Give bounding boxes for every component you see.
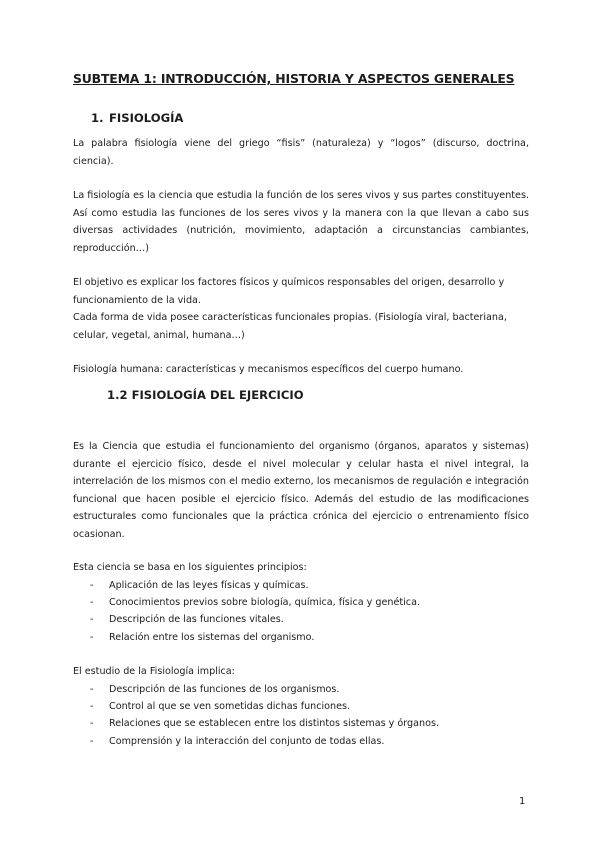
list-item-text: Relaciones que se establecen entre los distintos sistemas y órganos. <box>109 718 439 730</box>
list-item-text: Comprensión y la interacción del conjunto de todas ellas. <box>109 735 385 747</box>
dash-bullet: - <box>90 735 94 747</box>
dash-bullet: - <box>90 701 94 713</box>
paragraph-etymology: La palabra fisiología viene del griego “fisis” (naturaleza) y “logos” (discurso, doctrina, ciencia). <box>73 138 529 167</box>
study-list <box>73 681 533 750</box>
list-item-text: Descripción de las funciones de los organismos. <box>109 684 340 695</box>
section-heading-ejercicio: 1.2 FISIOLOGÍA DEL EJERCICIO <box>107 388 304 402</box>
dash-bullet: - <box>90 597 94 609</box>
list-item-text: Relación entre los sistemas del organismo. <box>109 631 315 643</box>
list-item <box>73 611 533 628</box>
list-item <box>73 577 533 594</box>
page-number: 1 <box>519 796 526 807</box>
paragraph-definition: La fisiología es la ciencia que estudia la función de los seres vivos y sus partes constituyentes. Así como estudia las funciones de los seres vivos y la manera con la que llevan a cabo sus diversas actividades (nutrición, movimiento, adaptación a circunstancias cambiantes, reproducción…) <box>73 190 529 254</box>
list-item <box>73 629 533 646</box>
document-title: SUBTEMA 1: INTRODUCCIÓN, HISTORIA Y ASPECTOS GENERALES <box>73 71 515 86</box>
dash-bullet: - <box>90 684 94 695</box>
list-item-text: Descripción de las funciones vitales. <box>109 614 284 626</box>
list-item <box>73 698 533 715</box>
section-heading-fisiologia <box>91 111 183 125</box>
list-item-text: Control al que se ven sometidas dichas funciones. <box>109 701 351 713</box>
list-item <box>73 594 533 611</box>
list-intro-study: El estudio de la Fisiología implica: <box>73 666 235 677</box>
list-item <box>73 681 533 698</box>
section-number: 1. <box>91 111 104 125</box>
list-item-text: Conocimientos previos sobre biología, química, física y genética. <box>109 597 420 609</box>
list-item <box>73 715 533 732</box>
section-heading-text: FISIOLOGÍA <box>109 111 184 125</box>
list-item <box>73 733 533 750</box>
paragraph-exercise-definition: Es la Ciencia que estudia el funcionamiento del organismo (órganos, aparatos y sistemas) durante el ejercicio físico, desde el nivel molecular y celular hasta el nivel integral, la interrelación de los mismos con el medio externo, los mecanismos de regulación e integración funcional que hacen posible el ejercicio físico. Además del estudio de las modificaciones estructurales como funcionales que la práctica crónica del ejercicio o entrenamiento físico ocasionan. <box>73 441 529 540</box>
list-intro-principles: Esta ciencia se basa en los siguientes principios: <box>73 562 307 573</box>
dash-bullet: - <box>90 631 94 643</box>
paragraph-life-forms: Cada forma de vida posee características funcionales propias. (Fisiología viral, bacteriana, celular, vegetal, animal, humana…) <box>73 312 507 341</box>
list-item-text: Aplicación de las leyes físicas y químicas. <box>109 580 309 591</box>
dash-bullet: - <box>90 580 94 591</box>
dash-bullet: - <box>90 718 94 730</box>
paragraph-human-physiology: Fisiología humana: características y mecanismos específicos del cuerpo humano. <box>73 364 464 375</box>
dash-bullet: - <box>90 614 94 626</box>
principles-list <box>73 577 533 646</box>
paragraph-objective: El objetivo es explicar los factores físicos y químicos responsables del origen, desarrollo y funcionamiento de la vida. <box>73 277 505 306</box>
